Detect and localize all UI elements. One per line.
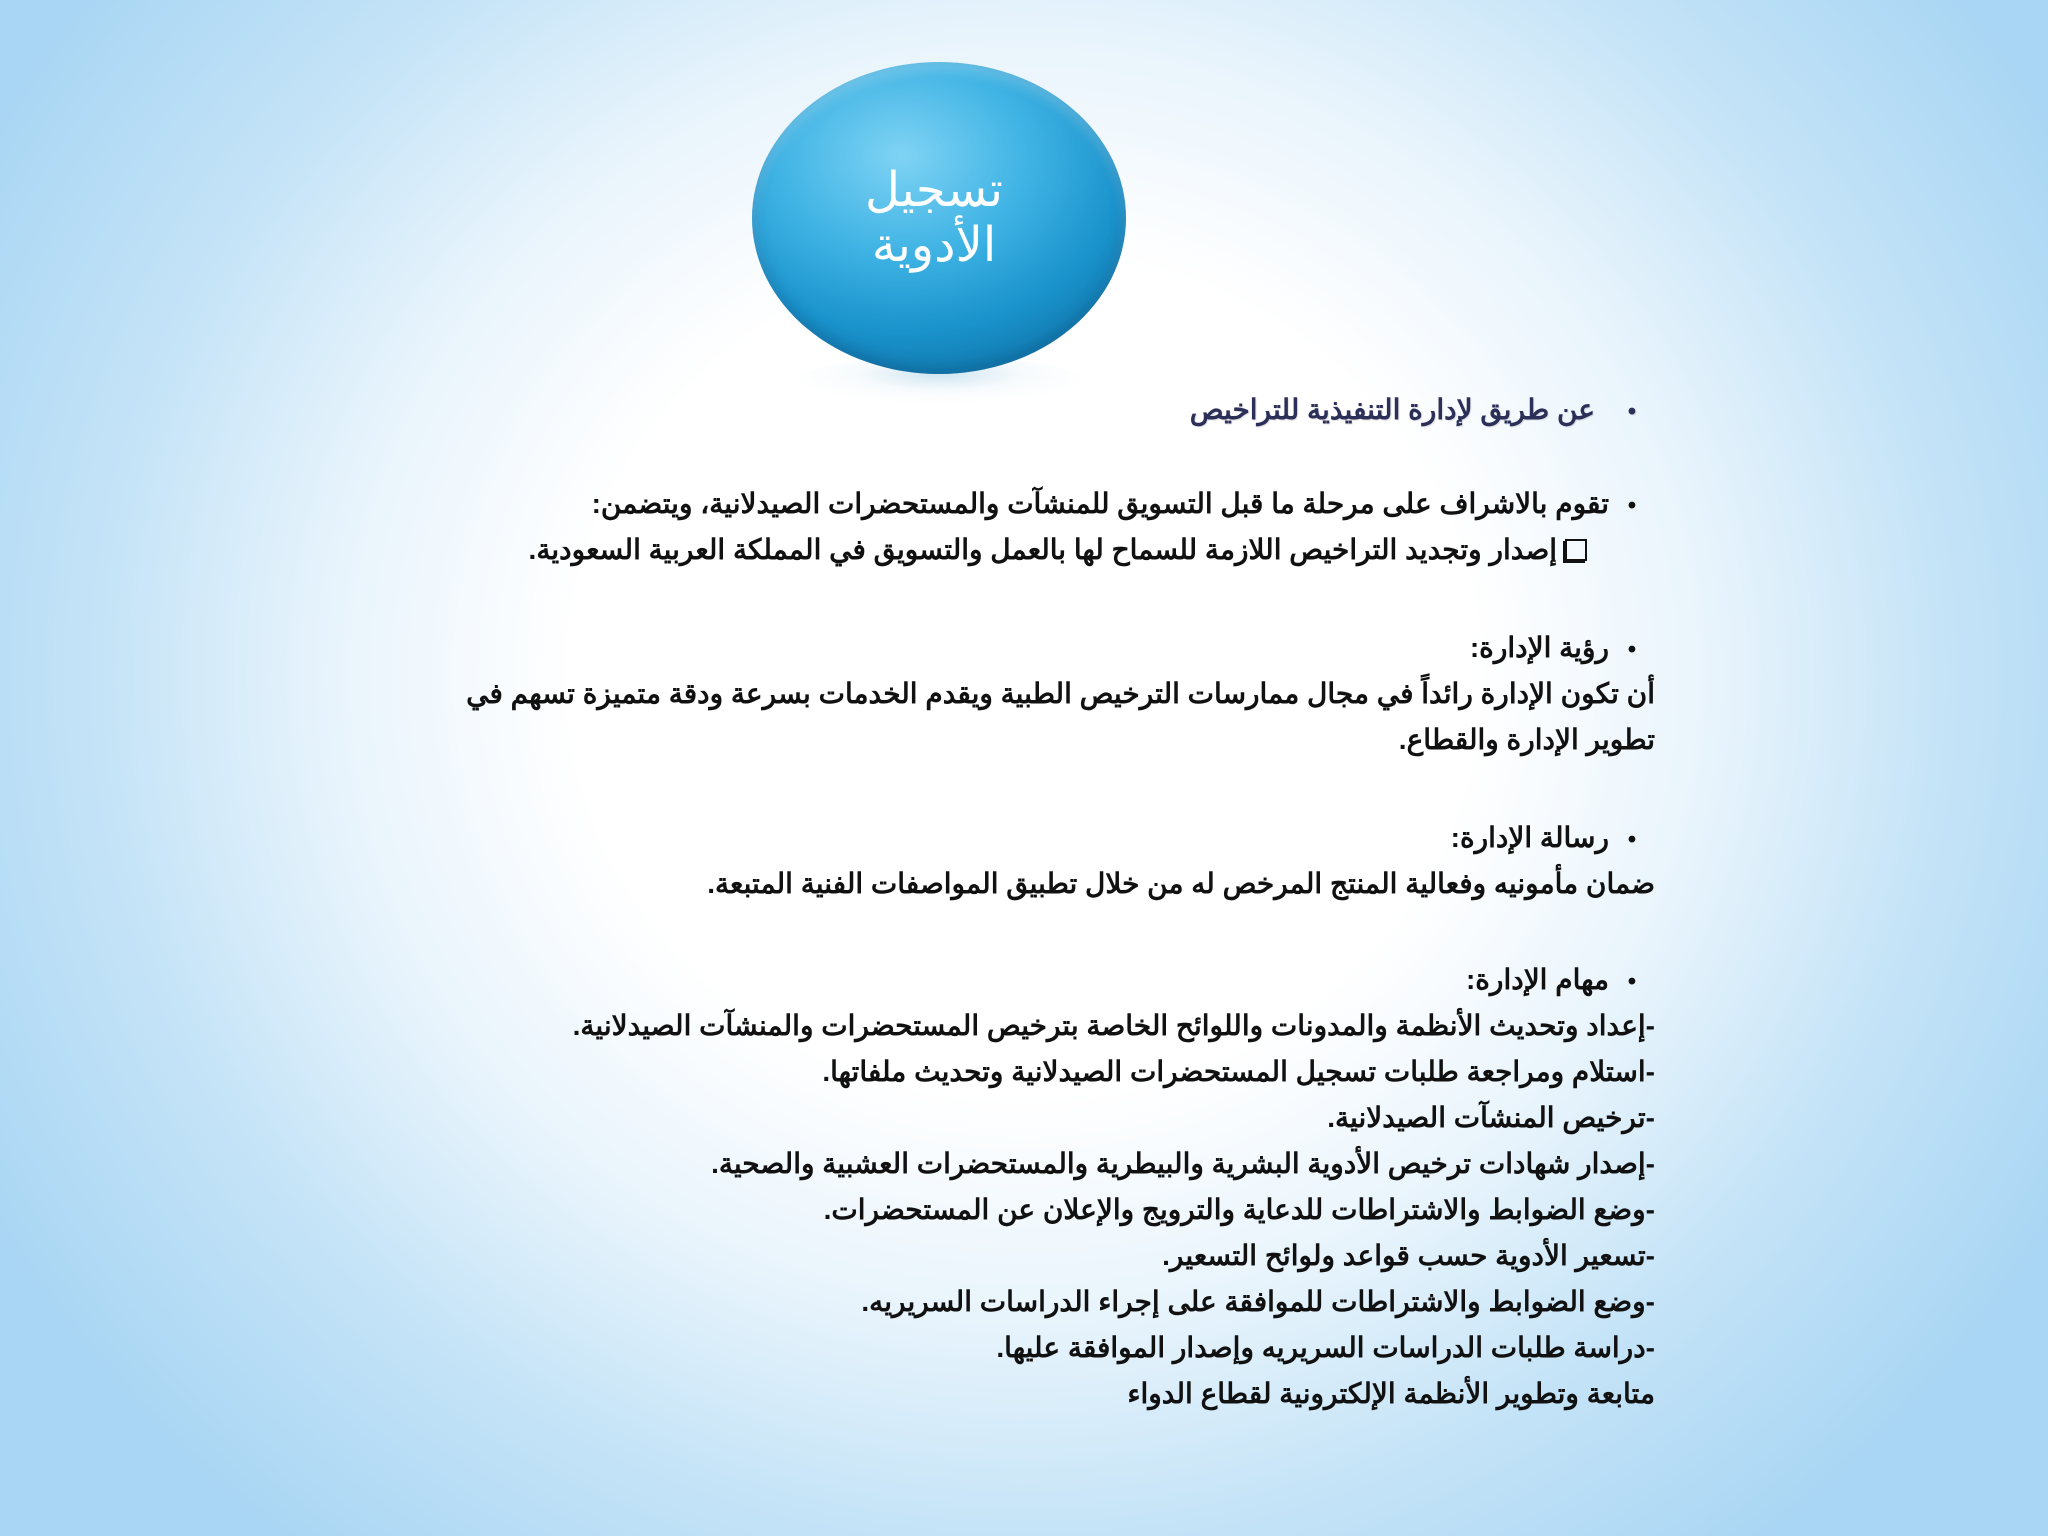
task-item: -وضع الضوابط والاشتراطات للموافقة على إجراء الدراسات السريريه.	[861, 1286, 1655, 1317]
task-item: -وضع الضوابط والاشتراطات للدعاية والترويج والإعلان عن المستحضرات.	[823, 1194, 1655, 1225]
task-item: -إصدار شهادات ترخيص الأدوية البشرية والبيطرية والمستحضرات العشبية والصحية.	[711, 1148, 1655, 1179]
mission-text: ضمان مأمونيه وفعالية المنتج المرخص له من خلال تطبيق المواصفات الفنية المتبعة.	[707, 868, 1655, 899]
title-line-1: تسجيل	[865, 161, 1003, 218]
vision-line-2: تطوير الإدارة والقطاع.	[1398, 724, 1655, 755]
tasks-heading: مهام الإدارة:	[1465, 964, 1609, 995]
tasks-heading-row	[1466, 958, 1655, 1004]
vision-line-1: أن تكون الإدارة رائداً في مجال ممارسات الترخيص الطبية ويقدم الخدمات بسرعة ودقة متميزة تسهم في	[466, 678, 1655, 709]
bullet-icon: •	[1627, 826, 1637, 853]
task-item: -استلام ومراجعة طلبات تسجيل المستحضرات الصيدلانية وتحديث ملفاتها.	[822, 1056, 1655, 1087]
mission-heading-row	[1451, 816, 1655, 862]
title-line-2: الأدوية	[871, 217, 997, 273]
subtitle-row	[1190, 388, 1655, 434]
overview-intro: تقوم بالاشراف على مرحلة ما قبل التسويق للمنشآت والمستحضرات الصيدلانية، ويتضمن:	[591, 488, 1609, 519]
overview-item-text: إصدار وتجديد التراخيص اللازمة للسماح لها بالعمل والتسويق في المملكة العربية السعودية.	[528, 534, 1557, 565]
bullet-icon: •	[1627, 398, 1637, 425]
subtitle: عن طريق لإدارة التنفيذية للتراخيص	[1189, 394, 1595, 425]
vision-heading-row	[1470, 626, 1655, 672]
vision-heading: رؤية الإدارة:	[1469, 632, 1609, 663]
task-item: -إعداد وتحديث الأنظمة والمدونات واللوائح الخاصة بترخيص المستحضرات والمنشآت الصيدلانية.	[572, 1010, 1655, 1041]
task-item: -دراسة طلبات الدراسات السريريه وإصدار الموافقة عليها.	[996, 1332, 1655, 1363]
content-body	[340, 0, 1655, 1536]
task-item: متابعة وتطوير الأنظمة الإلكترونية لقطاع الدواء	[1127, 1378, 1655, 1409]
mission-heading: رسالة الإدارة:	[1450, 822, 1609, 853]
overview-item	[529, 528, 1587, 572]
bullet-icon: •	[1627, 492, 1637, 519]
bullet-icon: •	[1627, 968, 1637, 995]
checkbox-icon	[1565, 539, 1587, 561]
overview-row	[592, 482, 1655, 528]
task-item: -ترخيص المنشآت الصيدلانية.	[1327, 1102, 1655, 1133]
bullet-icon: •	[1627, 636, 1637, 663]
task-item: -تسعير الأدوية حسب قواعد ولوائح التسعير.	[1162, 1240, 1655, 1271]
